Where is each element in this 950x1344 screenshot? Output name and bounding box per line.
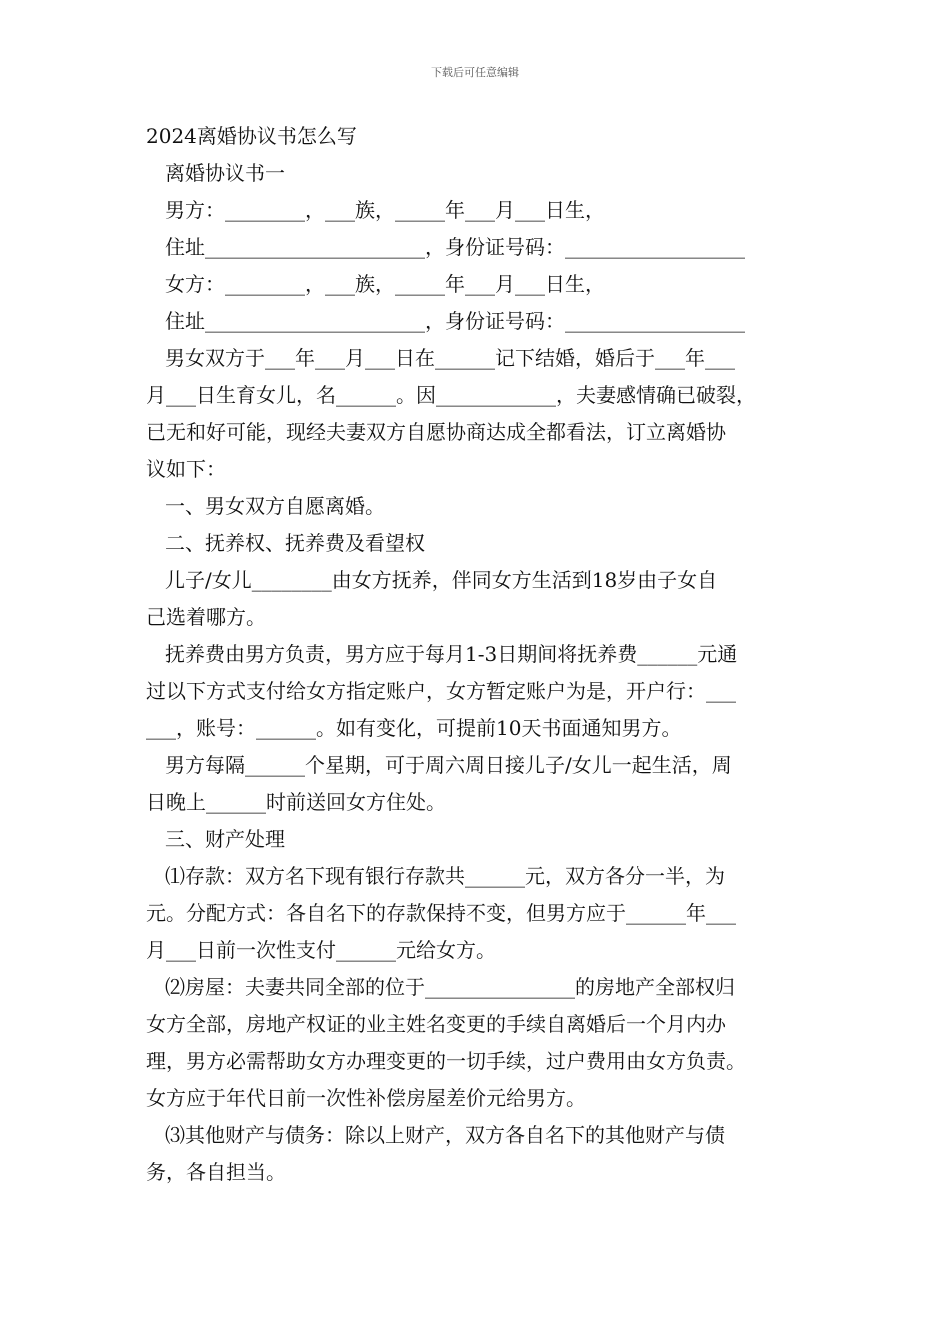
paragraph-line: 过以下方式支付给女方指定账户，女方暂定账户为是，开户行：___ — [146, 679, 736, 703]
paragraph-line: 男方：________，___族，_____年___月___日生， — [165, 198, 605, 222]
paragraph-line: 男女双方于___年___月___日在______记下结婚，婚后于___年___ — [165, 346, 735, 370]
paragraph-line: 抚养费由男方负责，男方应于每月1-3日期间将抚养费______元通 — [165, 642, 738, 666]
paragraph-line: ⑴存款：双方名下现有银行存款共______元，双方各分一半，为 — [165, 864, 725, 888]
document-body — [146, 118, 826, 1191]
paragraph-line: ⑶其他财产与债务：除以上财产，双方各自名下的其他财产与债 — [165, 1123, 725, 1147]
paragraph-line: 住址______________________，身份证号码：__________________ — [165, 309, 745, 333]
paragraph-line: 女方全部，房地产权证的业主姓名变更的手续自离婚后一个月内办 — [146, 1012, 726, 1036]
paragraph-line: 理，男方必需帮助女方办理变更的一切手续，过户费用由女方负责。 — [146, 1049, 746, 1073]
page-header-note: 下载后可任意编辑 — [431, 66, 519, 79]
paragraph-line: 女方应于年代日前一次性补偿房屋差价元给男方。 — [146, 1086, 586, 1110]
paragraph-line: 日晚上______时前送回女方住处。 — [146, 790, 446, 814]
paragraph-line: 住址______________________，身份证号码：__________________ — [165, 235, 745, 259]
document-title: 2024离婚协议书怎么写 — [146, 124, 357, 148]
clause-heading: 二、抚养权、抚养费及看望权 — [165, 531, 425, 555]
paragraph-line: ⑵房屋：夫妻共同全部的位于_______________的房地产全部权归 — [165, 975, 735, 999]
section-heading: 离婚协议书一 — [165, 161, 285, 185]
clause-heading: 三、财产处理 — [165, 827, 285, 851]
paragraph-line: 女方：________，___族，_____年___月___日生， — [165, 272, 605, 296]
paragraph-line: 月___日前一次性支付______元给女方。 — [146, 938, 496, 962]
paragraph-line: 男方每隔______个星期，可于周六周日接儿子/女儿一起生活，周 — [165, 753, 732, 777]
paragraph-line: 儿子/女儿________由女方抚养，伴同女方生活到18岁由子女自 — [165, 568, 718, 592]
paragraph-line: ___，账号：______。如有变化，可提前10天书面通知男方。 — [146, 716, 682, 740]
clause-heading: 一、男女双方自愿离婚。 — [165, 494, 385, 518]
paragraph-line: 元。分配方式：各自名下的存款保持不变，但男方应于______年___ — [146, 901, 736, 925]
paragraph-line: 已无和好可能，现经夫妻双方自愿协商达成全都看法，订立离婚协 — [146, 420, 726, 444]
paragraph-line: 议如下： — [146, 457, 226, 481]
paragraph-line: 月___日生育女儿，名______。因____________，夫妻感情确已破裂， — [146, 383, 756, 407]
paragraph-line: 己选着哪方。 — [146, 605, 266, 629]
paragraph-line: 务，各自担当。 — [146, 1160, 286, 1184]
